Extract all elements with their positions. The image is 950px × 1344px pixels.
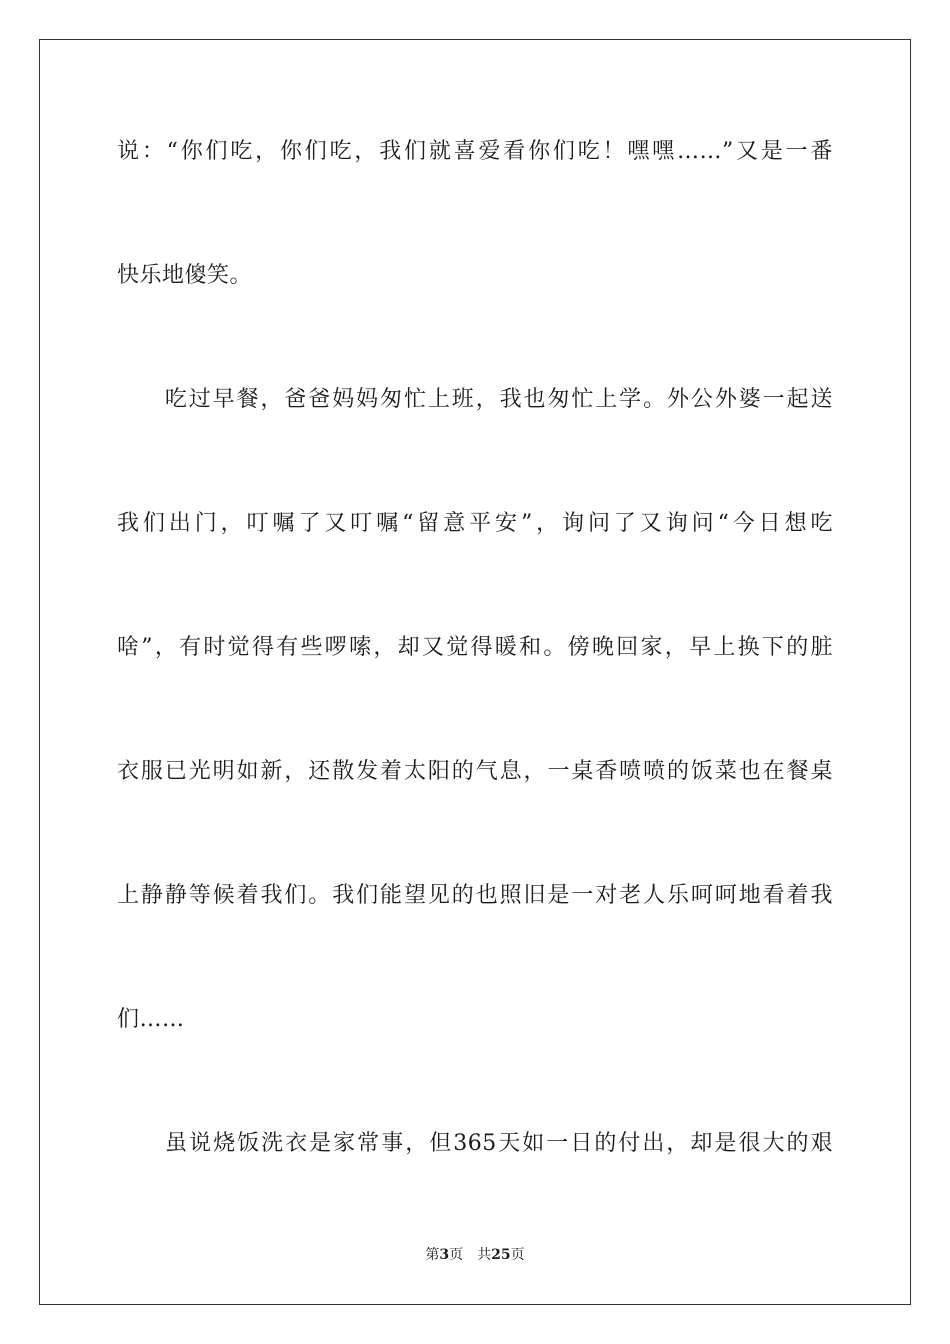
text-line-3: 吃过早餐，爸爸妈妈匆忙上班，我也匆忙上学。外公外婆一起送 <box>117 387 833 412</box>
text-line-4: 我们出门，叮嘱了又叮嘱“留意平安”，询问了又询问“今日想吃 <box>117 511 833 536</box>
text-line-7: 上静静等候着我们。我们能望见的也照旧是一对老人乐呵呵地看着我 <box>117 883 833 908</box>
page-number: 3 <box>439 1247 450 1263</box>
page-prefix: 第 <box>425 1247 440 1263</box>
total-pages: 25 <box>491 1247 511 1263</box>
text-line-8: 们…… <box>117 1007 185 1032</box>
text-line-2: 快乐地傻笑。 <box>117 263 253 288</box>
text-line-9: 虽说烧饭洗衣是家常事，但365天如一日的付出，却是很大的艰 <box>117 1131 833 1156</box>
text-line-5: 啥”，有时觉得有些啰嗦，却又觉得暖和。傍晚回家，早上换下的脏 <box>117 635 833 660</box>
text-line-1: 说：“你们吃，你们吃，我们就喜爱看你们吃！嘿嘿……”又是一番 <box>117 139 833 164</box>
page-border <box>39 39 911 1305</box>
page-footer <box>0 1246 950 1264</box>
page-suffix: 页 <box>449 1247 464 1263</box>
total-suffix: 页 <box>510 1247 525 1263</box>
total-prefix: 共 <box>477 1247 492 1263</box>
text-line-6: 衣服已光明如新，还散发着太阳的气息，一桌香喷喷的饭菜也在餐桌 <box>117 759 833 784</box>
